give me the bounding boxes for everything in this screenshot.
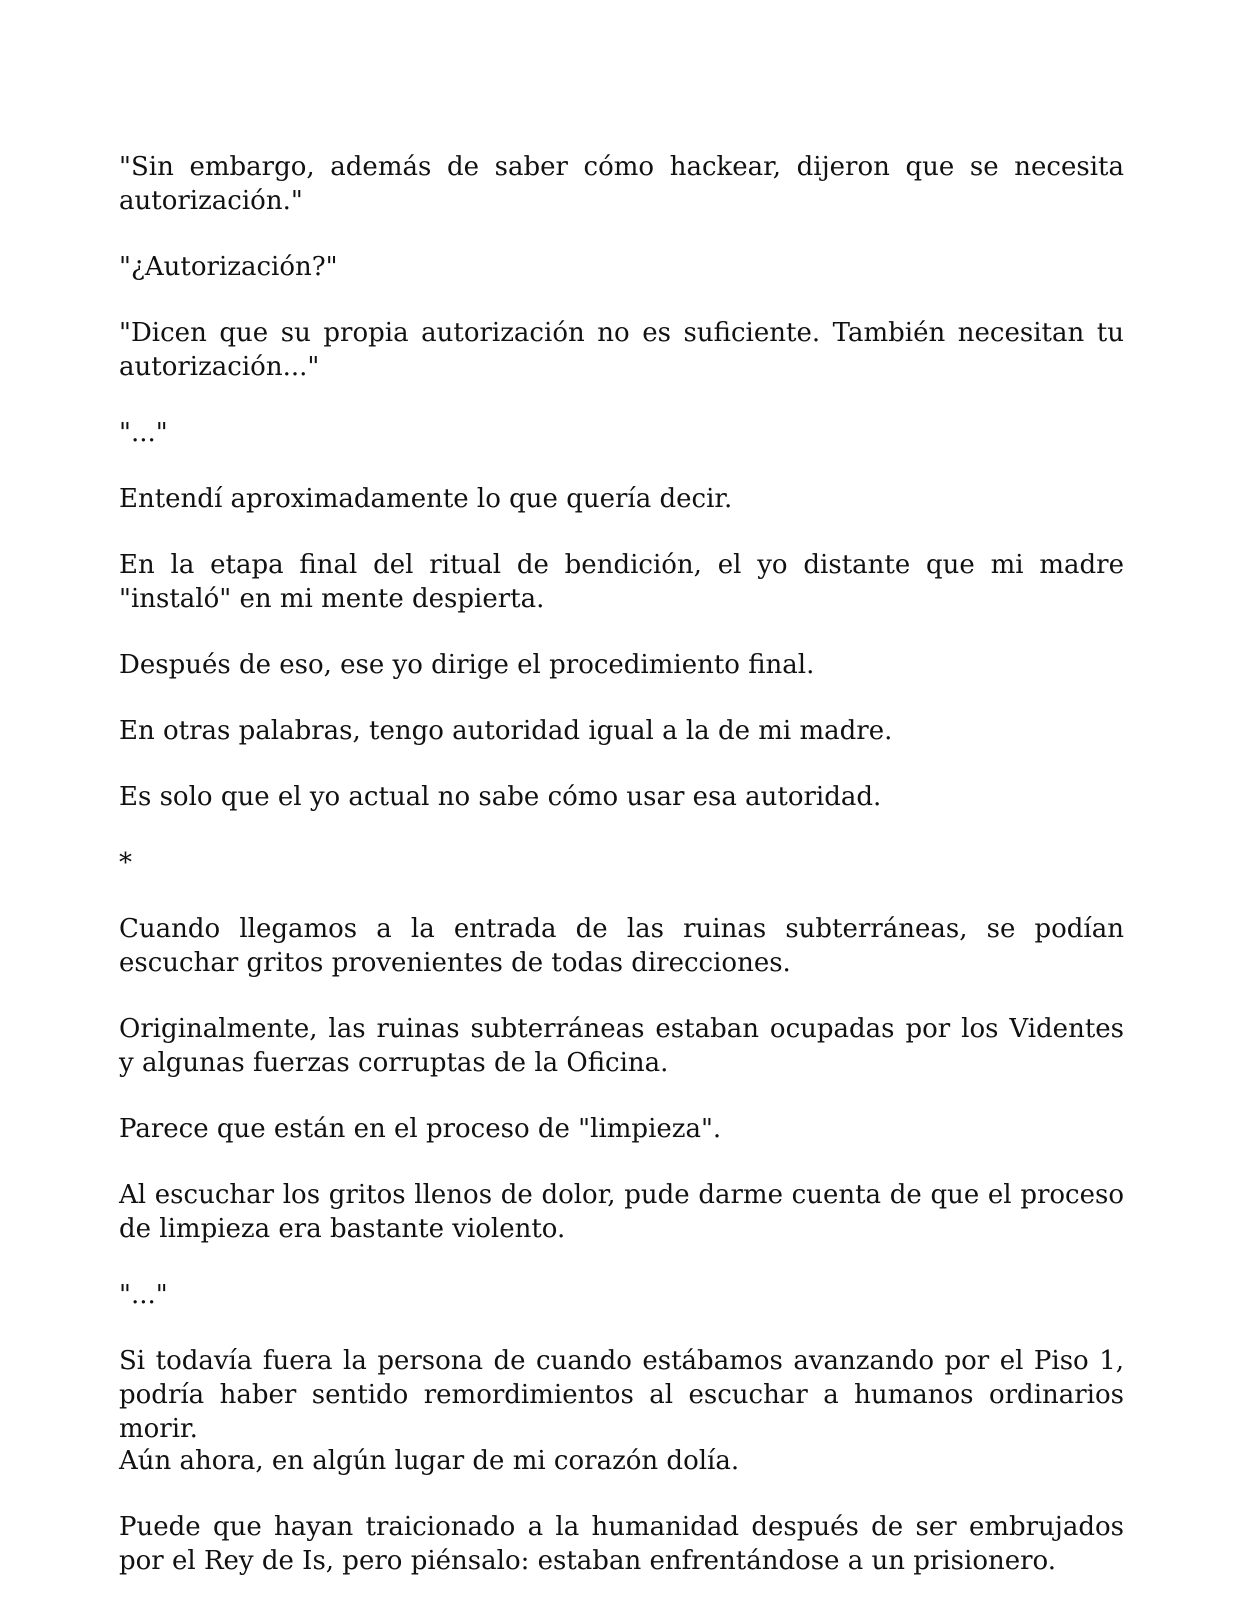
paragraph-8: En otras palabras, tengo autoridad igual a la de mi madre. [119, 716, 893, 746]
paragraph-2: "¿Autorización?" [119, 252, 338, 282]
paragraph-10: Cuando llegamos a la entrada de las ruinas subterráneas, se podían escuchar gritos provenientes de todas direcciones. [119, 914, 1124, 978]
paragraph-7: Después de eso, ese yo dirige el procedimiento final. [119, 650, 815, 680]
paragraph-15: Si todavía fuera la persona de cuando estábamos avanzando por el Piso 1, podría haber sentido remordimientos al escuchar a humanos ordinarios morir. [119, 1346, 1124, 1444]
paragraph-1: "Sin embargo, además de saber cómo hackear, dijeron que se necesita autorización." [119, 152, 1124, 216]
paragraph-16: Aún ahora, en algún lugar de mi corazón dolía. [119, 1446, 740, 1476]
paragraph-6: En la etapa final del ritual de bendición, el yo distante que mi madre "instaló" en mi mente despierta. [119, 550, 1124, 614]
paragraph-3: "Dicen que su propia autorización no es suficiente. También necesitan tu autorización..." [119, 318, 1124, 382]
paragraph-5: Entendí aproximadamente lo que quería decir. [119, 484, 733, 514]
paragraph-11: Originalmente, las ruinas subterráneas estaban ocupadas por los Videntes y algunas fuerzas corruptas de la Oficina. [119, 1014, 1124, 1078]
paragraph-13: Al escuchar los gritos llenos de dolor, pude darme cuenta de que el proceso de limpieza era bastante violento. [119, 1180, 1124, 1244]
paragraph-12: Parece que están en el proceso de "limpieza". [119, 1114, 722, 1144]
scene-break: * [119, 848, 132, 878]
paragraph-9: Es solo que el yo actual no sabe cómo usar esa autoridad. [119, 782, 882, 812]
paragraph-4: "..." [119, 418, 168, 448]
paragraph-17: Puede que hayan traicionado a la humanidad después de ser embrujados por el Rey de Is, pero piénsalo: estaban enfrentándose a un prisionero. [119, 1512, 1124, 1576]
paragraph-14: "..." [119, 1280, 168, 1310]
